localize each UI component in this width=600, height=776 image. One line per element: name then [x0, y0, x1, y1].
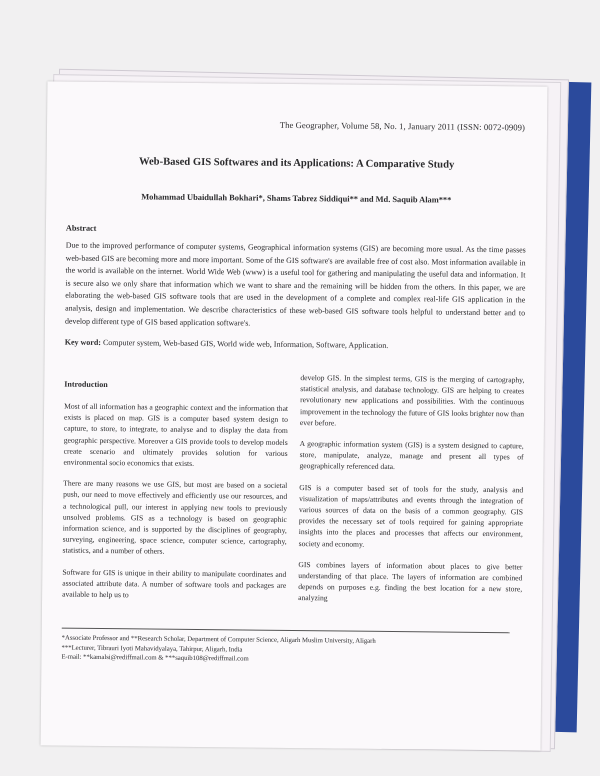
author-list: Mohammad Ubaidullah Bokhari*, Shams Tabrez Siddiqui** and Md. Saquib Alam*** [141, 192, 452, 205]
paragraph: There are many reasons we use GIS, but most are based on a societal push, our need to move effectively and efficiently use our resources, and a technological pull, our interest in applying new tools to previously unsolved problems. GIS as a technology is based on geographic information science, and is supported by the disciplines of geography, surveying, engineering, space science, computer science, cartography, statistics, and a number of others. [62, 478, 288, 557]
paragraph: GIS is a computer based set of tools for the study, analysis and visualization of maps/attributes and events through the integration of various sources of data on the basis of a common geography. GIS provides the necessary set of tools required for gaining appropriate insights into the places and processes that affects our environment, society and economy. [298, 482, 524, 549]
paragraph: develop GIS. In the simplest terms, GIS is the merging of cartography, statistical analysis, and database technology. GIS are helping to creates revolutionary new applications and possibilities. With the continuous improvement in the technology the future of GIS looks brighter now than ever before. [299, 373, 525, 428]
journal-header: The Geographer, Volume 58, No. 1, January 2011 (ISSN: 0072-0909) [279, 119, 526, 133]
abstract-heading: Abstract [65, 223, 97, 233]
footnotes [61, 634, 375, 666]
footnote-affiliation: ***Lecturer, Tibrauri Iyoti Mahavidyalaya, Tahirpur, Aligarh, India [61, 644, 243, 654]
abstract-text: Due to the improved performance of computer systems, Geographical information systems (GIS) are becoming more usual. As the time passes web-based GIS are becoming more and more important. Some of the GIS software's are available free of cost also. Most information available in the world is available on the internet. World Wide Web (www) is a useful tool for gathering and manipulating the useful data and information. It is secure also we only share that information which we want to share and the remaining will be hidden from the others. In this paper, we are elaborating the web-based GIS software tools that are used in the development of a complete and complex real-life GIS application in the analysis, design and implementation. We describe characteristics of these web-based GIS software tools helpful to understand better and to develop different type of GIS based application software's. [64, 240, 526, 328]
paragraph: Most of all information has a geographic context and the information that exists is placed on map. GIS is a computer based system design to capture, to store, to integrate, to analyse and to display the data from geographic perspective. Moreover a GIS provide tools to develop models create scenario and ultimately provides solution for various environmental socio economics that exists. [63, 401, 289, 468]
introduction-heading: Introduction [64, 379, 108, 390]
keywords-text: Computer system, Web-based GIS, World wide web, Information, Software, Application. [102, 337, 389, 350]
paper-title: Web-Based GIS Softwares and its Applications: A Comparative Study [138, 156, 455, 171]
document-page [41, 81, 548, 750]
paragraph: Software for GIS is unique in their ability to manipulate coordinates and associated attribute data. A number of software tools and packages are available to help us to [62, 567, 287, 600]
column-left [62, 370, 289, 613]
footnote-divider [62, 628, 510, 634]
footnote-email: E-mail: **kamalsi@rediffmail.com & ***saquib108@rediffmail.com [61, 653, 249, 663]
page-content [61, 82, 528, 751]
keywords [65, 338, 525, 352]
keywords-label: Key word: [64, 337, 102, 347]
paragraph: A geographic information system (GIS) is a system designed to capture, store, manipulate, analyze, manage and present all types of geographically referenced data. [299, 439, 524, 472]
footnote-affiliation: *Associate Professor and **Research Scholar, Department of Computer Science, Aligarh Muslim University, Aligarh [61, 634, 376, 645]
column-right [298, 372, 525, 616]
paragraph: GIS combines layers of information about places to give better understanding of that place. The layers of information are combined depends on purposes e.g. finding the best location for a new store, analyzing [298, 559, 523, 603]
